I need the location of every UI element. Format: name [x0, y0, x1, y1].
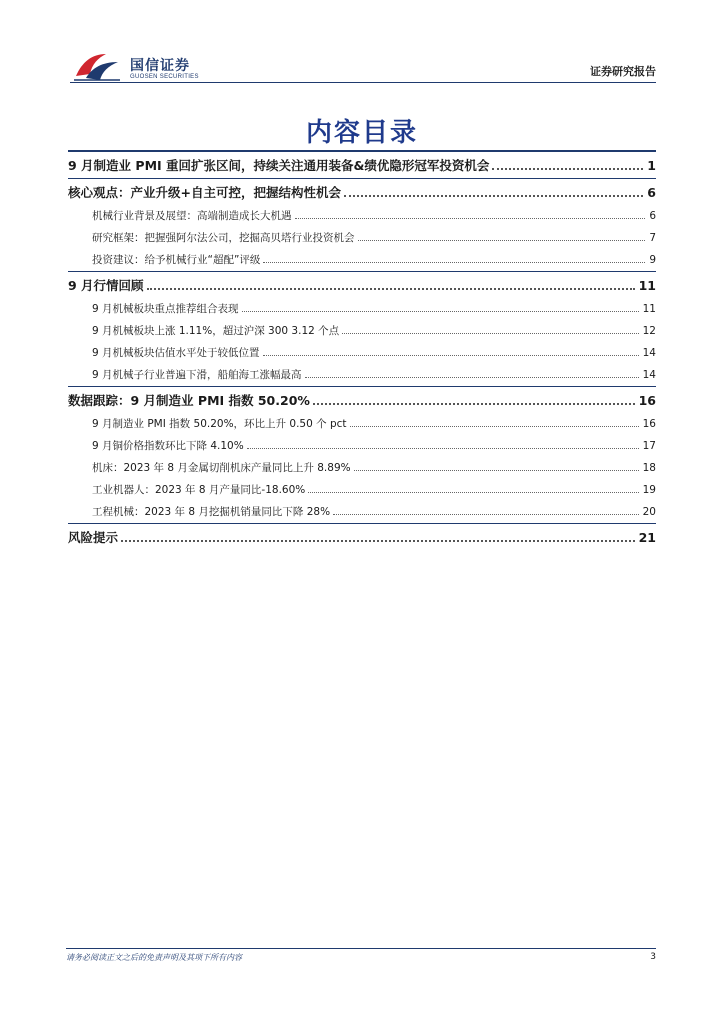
- toc-entry-page: 9: [649, 254, 656, 266]
- toc-entry-text: 9 月铜价格指数环比下降 4.10%: [92, 438, 247, 453]
- toc-entry-line: [68, 183, 656, 201]
- toc-entry-line: [92, 438, 656, 453]
- toc-dot-leader: [147, 288, 635, 290]
- toc-dot-leader: [295, 218, 646, 219]
- toc-entry-line: [92, 301, 656, 316]
- toc-entry-text: 9 月制造业 PMI 指数 50.20%，环比上升 0.50 个 pct: [92, 416, 350, 431]
- toc-entry-line: [92, 504, 656, 519]
- logo-english-name: GUOSEN SECURITIES: [130, 74, 199, 80]
- toc-entry-page: 11: [638, 278, 656, 293]
- toc-dot-leader: [342, 333, 638, 334]
- toc-entry-page: 20: [642, 506, 656, 518]
- toc-section-entry[interactable]: [68, 150, 656, 178]
- toc-dot-leader: [263, 262, 645, 263]
- toc-subsection-entry[interactable]: [68, 457, 656, 479]
- toc-entry-line: [68, 276, 656, 294]
- toc-entry-page: 14: [642, 369, 656, 381]
- toc-dot-leader: [242, 311, 639, 312]
- toc-entry-page: 14: [642, 347, 656, 359]
- page-header: [0, 0, 724, 90]
- toc-entry-line: [92, 460, 656, 475]
- toc-title: 内容目录: [305, 118, 418, 148]
- toc-entry-page: 18: [642, 462, 656, 474]
- page-number: 3: [650, 952, 656, 962]
- toc-entry-text: 工业机器人：2023 年 8 月产量同比-18.60%: [92, 482, 308, 497]
- toc-entry-page: 11: [642, 303, 656, 315]
- toc-entry-line: [68, 391, 656, 409]
- toc-entry-line: [92, 345, 656, 360]
- logo-chinese-name: 国信证券: [130, 58, 190, 74]
- toc-dot-leader: [354, 470, 639, 471]
- toc-entry-text: 核心观点：产业升级+自主可控，把握结构性机会: [68, 183, 344, 201]
- toc-section-entry[interactable]: [68, 178, 656, 205]
- guosen-logo: [72, 50, 212, 86]
- toc-subsection-entry[interactable]: [68, 342, 656, 364]
- toc-entry-line: [92, 230, 656, 245]
- toc-entry-line: [68, 156, 656, 174]
- toc-entry-text: 9 月机械子行业普遍下滑，船舶海工涨幅最高: [92, 367, 305, 382]
- toc-dot-leader: [305, 377, 639, 378]
- toc-dot-leader: [344, 195, 643, 197]
- toc-entry-page: 16: [638, 393, 656, 408]
- toc-section-entry[interactable]: [68, 271, 656, 298]
- toc-entry-text: 风险提示: [68, 528, 121, 546]
- toc-entry-page: 21: [638, 530, 656, 545]
- toc-subsection-entry[interactable]: [68, 501, 656, 523]
- toc-dot-leader: [358, 240, 646, 241]
- toc-entry-page: 6: [647, 185, 656, 200]
- toc-entry-line: [92, 252, 656, 267]
- toc-entry-text: 机床：2023 年 8 月金属切削机床产量同比上升 8.89%: [92, 460, 354, 475]
- toc-entry-text: 9 月机械板块上涨 1.11%，超过沪深 300 3.12 个点: [92, 323, 342, 338]
- toc-entry-page: 7: [649, 232, 656, 244]
- toc-entry-page: 12: [642, 325, 656, 337]
- toc-subsection-entry[interactable]: [68, 249, 656, 271]
- toc-subsection-entry[interactable]: [68, 205, 656, 227]
- toc-dot-leader: [263, 355, 639, 356]
- table-of-contents: [68, 150, 656, 550]
- toc-subsection-entry[interactable]: [68, 479, 656, 501]
- toc-dot-leader: [333, 514, 639, 515]
- toc-dot-leader: [313, 403, 635, 405]
- toc-subsection-entry[interactable]: [68, 298, 656, 320]
- toc-dot-leader: [350, 426, 639, 427]
- footer-divider: [66, 948, 656, 949]
- toc-subsection-entry[interactable]: [68, 413, 656, 435]
- toc-entry-text: 投资建议：给予机械行业“超配”评级: [92, 252, 263, 267]
- toc-entry-text: 9 月制造业 PMI 重回扩张区间，持续关注通用装备&绩优隐形冠军投资机会: [68, 156, 492, 174]
- toc-section-entry[interactable]: [68, 523, 656, 550]
- toc-dot-leader: [308, 492, 638, 493]
- toc-entry-line: [92, 323, 656, 338]
- toc-entry-text: 工程机械：2023 年 8 月挖掘机销量同比下降 28%: [92, 504, 333, 519]
- toc-entry-line: [92, 367, 656, 382]
- guosen-logo-icon: [72, 50, 124, 82]
- toc-entry-text: 机械行业背景及展望：高端制造成长大机遇: [92, 208, 295, 223]
- toc-entry-page: 17: [642, 440, 656, 452]
- toc-entry-text: 9 月机械板块估值水平处于较低位置: [92, 345, 263, 360]
- toc-entry-page: 19: [642, 484, 656, 496]
- toc-subsection-entry[interactable]: [68, 435, 656, 457]
- report-type-label: 证券研究报告: [590, 65, 656, 78]
- toc-entry-line: [92, 482, 656, 497]
- disclaimer-text: 请务必阅读正文之后的免责声明及其项下所有内容: [66, 953, 242, 962]
- toc-entry-page: 1: [647, 158, 656, 173]
- toc-entry-text: 9 月行情回顾: [68, 276, 147, 294]
- header-divider: [70, 82, 656, 83]
- toc-subsection-entry[interactable]: [68, 364, 656, 386]
- toc-dot-leader: [492, 168, 643, 170]
- toc-entry-text: 数据跟踪：9 月制造业 PMI 指数 50.20%: [68, 391, 313, 409]
- toc-entry-line: [68, 528, 656, 546]
- toc-subsection-entry[interactable]: [68, 227, 656, 249]
- toc-entry-text: 研究框架：把握强阿尔法公司，挖掘高贝塔行业投资机会: [92, 230, 358, 245]
- toc-subsection-entry[interactable]: [68, 320, 656, 342]
- toc-entry-page: 16: [642, 418, 656, 430]
- toc-entry-line: [92, 208, 656, 223]
- toc-section-entry[interactable]: [68, 386, 656, 413]
- toc-dot-leader: [247, 448, 639, 449]
- toc-entry-line: [92, 416, 656, 431]
- toc-dot-leader: [121, 540, 635, 542]
- toc-entry-page: 6: [649, 210, 656, 222]
- toc-entry-text: 9 月机械板块重点推荐组合表现: [92, 301, 242, 316]
